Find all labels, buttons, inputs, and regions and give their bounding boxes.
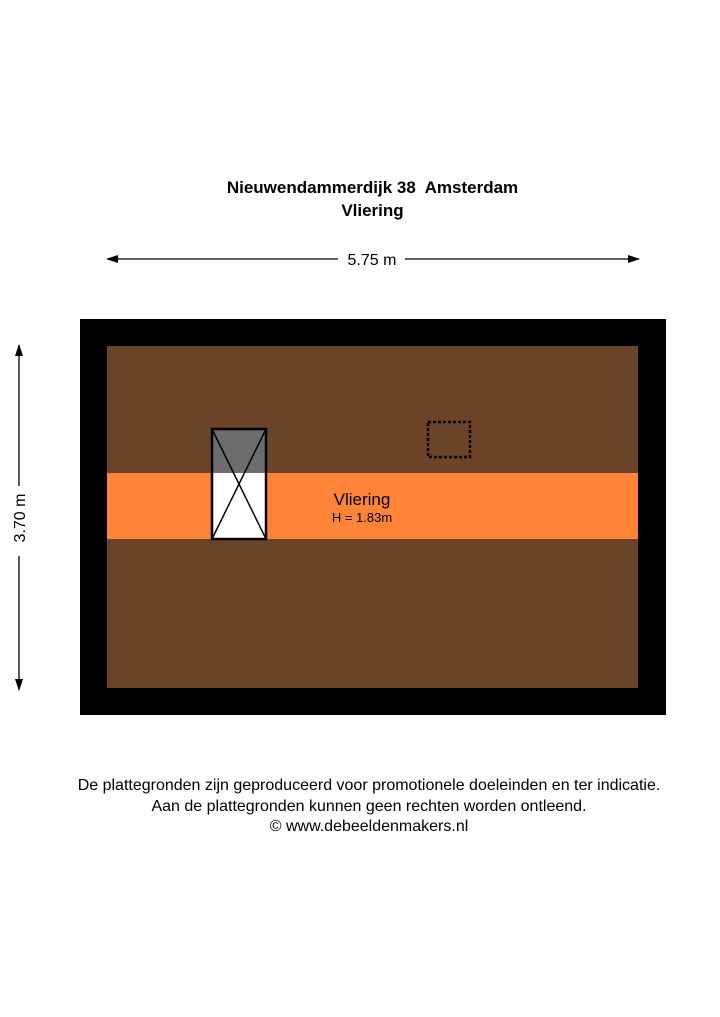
disclaimer-line-2: Aan de plattegronden kunnen geen rechten worden ontleend. [151,798,587,815]
height-dimension [12,345,29,690]
plan-title-floor: Vliering [341,201,404,220]
plan-title-address: Nieuwendammerdijk 38 Amsterdam [226,178,519,197]
copyright-line: © www.debeeldenmakers.nl [269,818,469,835]
room-height-label: H = 1.83m [331,510,393,525]
disclaimer-line-1: De plattegronden zijn geproduceerd voor promotionele doeleinden en ter indicatie. [77,777,661,794]
attic-stair [212,429,266,539]
stair-dark-section [212,429,266,473]
room-name-label: Vliering [333,490,391,509]
width-dimension [107,252,639,269]
width-dimension-label: 5.75 m [347,252,397,269]
height-dimension-label: 3.70 m [12,493,29,543]
